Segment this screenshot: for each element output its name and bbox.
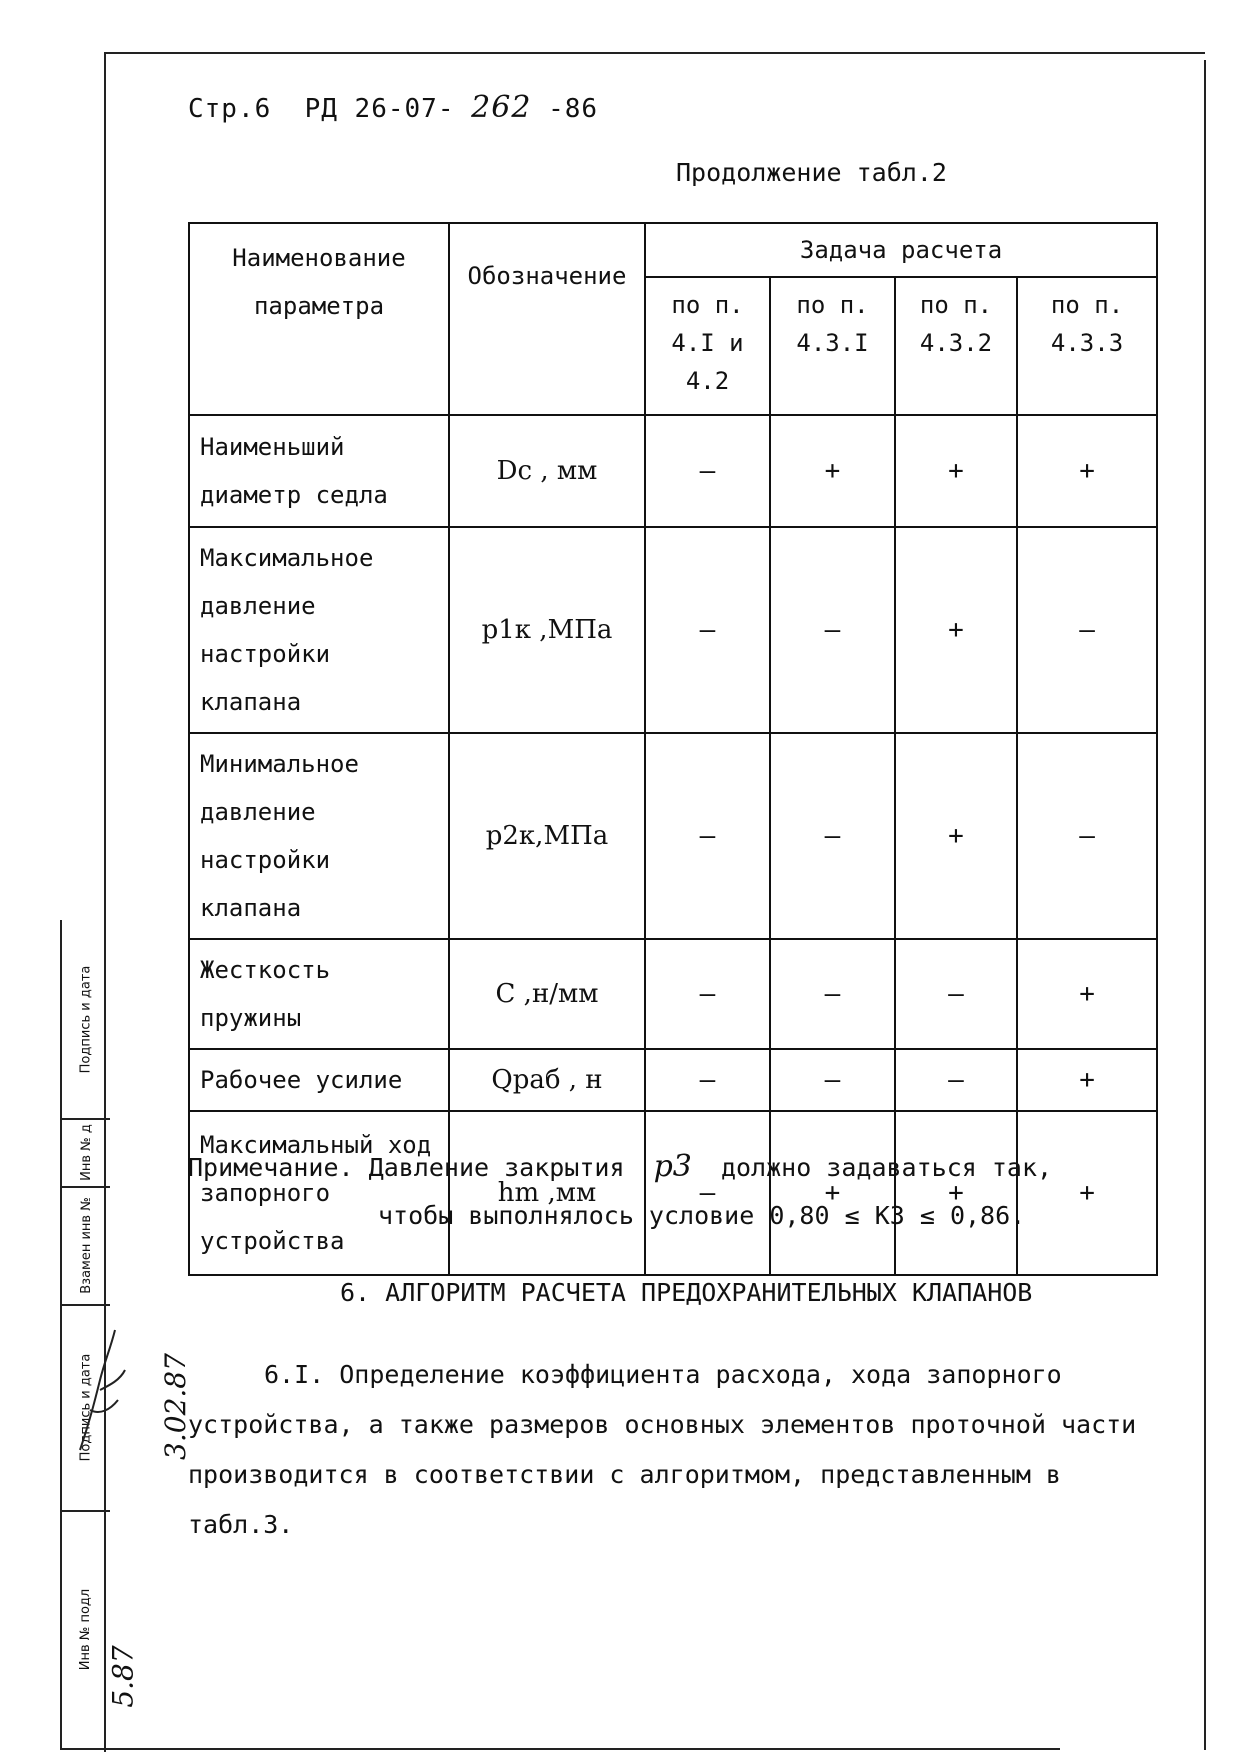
row-mark: + (895, 527, 1017, 733)
row-name: Наименьший диаметр седла (189, 415, 449, 527)
table-row (189, 939, 1157, 1049)
row-mark: – (645, 1111, 770, 1275)
row-mark: + (1017, 1049, 1157, 1111)
row-name: Максимальное давление настройки клапана (189, 527, 449, 733)
row-name: Максимальный ход запорного устройства (189, 1111, 449, 1275)
table-row (189, 733, 1157, 939)
stamp-label: Инв № подл (78, 1588, 94, 1670)
row-mark: + (1017, 415, 1157, 527)
stamp-label: Взамен инв № (78, 1196, 94, 1294)
row-name: Минимальное давление настройки клапана (189, 733, 449, 939)
row-mark: + (895, 733, 1017, 939)
sub-col-3: по п. 4.3.2 (895, 277, 1017, 415)
row-mark: – (645, 1049, 770, 1111)
row-mark: – (645, 733, 770, 939)
row-mark: – (895, 1049, 1017, 1111)
row-mark: – (645, 527, 770, 733)
doc-suffix: -86 (548, 94, 599, 124)
sub-col-1: по п. 4.I и 4.2 (645, 277, 770, 415)
sub-col-4: по п. 4.3.3 (1017, 277, 1157, 415)
handwritten-inv: 5.87 (106, 1645, 140, 1708)
row-mark: – (770, 527, 895, 733)
col-header-name: Наименование параметра (189, 223, 449, 415)
note-condition: чтобы выполнялось условие 0,80 ≤ K3 ≤ 0,86. (378, 1201, 1026, 1230)
col-header-task: Задача расчета (645, 223, 1157, 277)
note-text-a: Давление закрытия (368, 1153, 625, 1182)
row-mark: + (895, 1111, 1017, 1275)
page-number: Стр.6 (188, 94, 272, 124)
row-mark: + (1017, 939, 1157, 1049)
sub-col-2: по п. 4.3.I (770, 277, 895, 415)
handwritten-date: 3.02.87 (158, 1353, 192, 1460)
row-mark: – (645, 415, 770, 527)
row-mark: + (1017, 1111, 1157, 1275)
row-mark: – (895, 939, 1017, 1049)
table-row (189, 527, 1157, 733)
stamp-cell (62, 1186, 110, 1306)
row-mark: + (895, 415, 1017, 527)
row-mark: + (770, 1111, 895, 1275)
row-symbol: Qраб , н (449, 1049, 645, 1111)
stamp-label: Подпись и дата (78, 965, 94, 1073)
row-symbol: C ,н/мм (449, 939, 645, 1049)
row-mark: – (1017, 733, 1157, 939)
stamp-cell (62, 1510, 110, 1748)
row-symbol: Dс , мм (449, 415, 645, 527)
row-mark: – (770, 1049, 895, 1111)
table-row (189, 415, 1157, 527)
page-header (188, 90, 598, 125)
note-block (188, 1143, 1052, 1240)
section-paragraph (188, 1350, 1158, 1550)
frame-top-border (105, 52, 1205, 54)
row-symbol: p2к,МПа (449, 733, 645, 939)
row-mark: – (770, 939, 895, 1049)
parameters-table (188, 222, 1158, 1276)
row-mark: – (1017, 527, 1157, 733)
row-symbol: p1к ,МПа (449, 527, 645, 733)
note-label: Примечание. (188, 1153, 354, 1182)
stamp-label: Инв № д (78, 1123, 94, 1181)
stamp-cell (62, 920, 110, 1120)
doc-number: 262 (471, 90, 532, 125)
note-symbol: p3 (653, 1149, 692, 1184)
stamp-label: Подпись и дата (78, 1353, 94, 1461)
note-text-b: должно задаваться так, (720, 1153, 1053, 1182)
table-row (189, 1049, 1157, 1111)
paragraph-text: 6.I. Определение коэффициента расхода, хода запорного устройства, а также размеров основных элементов проточной части производится в соответствии с алгоритмом, представленным в табл.3. (188, 1360, 1137, 1539)
row-name: Рабочее усилие (189, 1049, 449, 1111)
doc-prefix: РД 26-07- (304, 94, 455, 124)
row-mark: – (770, 733, 895, 939)
col-header-symbol: Обозначение (449, 223, 645, 415)
stamp-cell (62, 1118, 110, 1188)
table-continuation-label: Продолжение табл.2 (676, 158, 947, 187)
row-mark: – (645, 939, 770, 1049)
row-symbol: hm ,мм (449, 1111, 645, 1275)
frame-right-border (1204, 60, 1206, 1750)
section-title: 6. АЛГОРИТМ РАСЧЕТА ПРЕДОХРАНИТЕЛЬНЫХ КЛАПАНОВ (340, 1278, 1033, 1307)
signature-icon (70, 1320, 130, 1460)
row-name: Жесткость пружины (189, 939, 449, 1049)
frame-bottom-border (60, 1748, 1060, 1750)
row-mark: + (770, 415, 895, 527)
